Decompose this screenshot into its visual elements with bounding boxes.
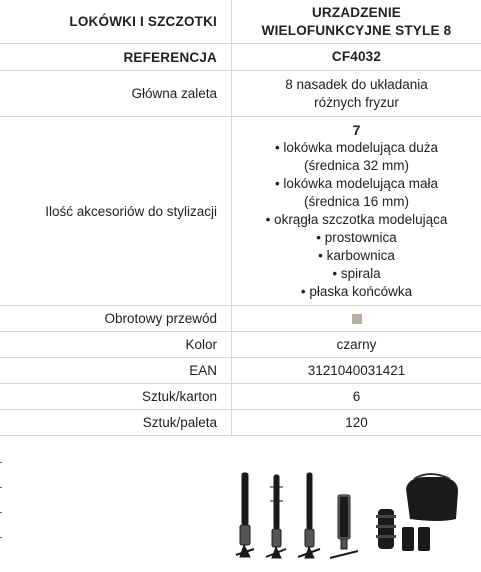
feature-present-square-icon	[352, 314, 362, 324]
accessory-item: • lokówka modelująca duża	[274, 140, 439, 155]
ean-value: 3121040031421	[307, 362, 406, 378]
per-carton-label: Sztuk/karton	[0, 384, 232, 409]
swivel-row	[0, 306, 481, 332]
color-row	[0, 332, 481, 358]
accessory-item: • lokówka modelująca mała	[274, 176, 439, 191]
accessory-item: • spirala	[332, 266, 381, 281]
advantage-value	[232, 71, 481, 116]
curling-wand-large-icon	[236, 473, 254, 557]
advantage-row	[0, 71, 481, 117]
per-carton-value: 6	[352, 388, 361, 404]
advantage-line2: różnych fryzur	[314, 94, 399, 110]
category-heading: LOKÓWKI I SZCZOTKI	[0, 0, 232, 43]
color-value: czarny	[336, 336, 377, 352]
accessory-item: • karbownica	[318, 248, 395, 263]
storage-bag-icon	[406, 474, 458, 521]
reference-value: CF4032	[331, 49, 382, 64]
accessory-item: • prostownica	[316, 230, 397, 245]
accessory-item: (średnica 32 mm)	[303, 158, 409, 173]
color-label: Kolor	[0, 332, 232, 357]
ean-row	[0, 358, 481, 384]
accessory-item: (średnica 16 mm)	[303, 194, 409, 209]
ean-label: EAN	[0, 358, 232, 383]
swivel-value	[232, 306, 481, 331]
reference-label: REFERENCJA	[0, 44, 232, 70]
advantage-label: Główna zaleta	[0, 71, 232, 116]
margin-marks	[0, 462, 4, 572]
accessories-value	[232, 117, 481, 305]
table-header-row	[0, 0, 481, 44]
product-heading	[232, 0, 481, 43]
per-pallet-label: Sztuk/paleta	[0, 410, 232, 435]
curling-wand-small-icon	[266, 475, 286, 558]
per-carton-row	[0, 384, 481, 410]
per-pallet-row	[0, 410, 481, 436]
product-heading-line1: URZADZENIE	[311, 4, 401, 20]
accessories-label: Ilość akcesoriów do stylizacji	[0, 117, 232, 305]
product-image	[230, 465, 470, 565]
product-heading-line2: WIELOFUNKCYJNE STYLE 8	[261, 22, 452, 38]
accessory-item: • płaska końcówka	[300, 284, 413, 299]
reference-row	[0, 44, 481, 71]
flat-tip-attachment-icon	[402, 527, 430, 551]
per-pallet-value: 120	[345, 414, 368, 430]
accessories-count: 7	[352, 122, 361, 138]
advantage-line1: 8 nasadek do układania	[285, 76, 428, 92]
swivel-label: Obrotowy przewód	[0, 306, 232, 331]
spiral-attachment-icon	[298, 473, 320, 558]
accessories-row	[0, 117, 481, 306]
straightener-attachment-icon	[330, 495, 358, 558]
round-brush-attachment-icon	[376, 509, 396, 549]
accessory-item: • okrągła szczotka modelująca	[265, 212, 448, 227]
